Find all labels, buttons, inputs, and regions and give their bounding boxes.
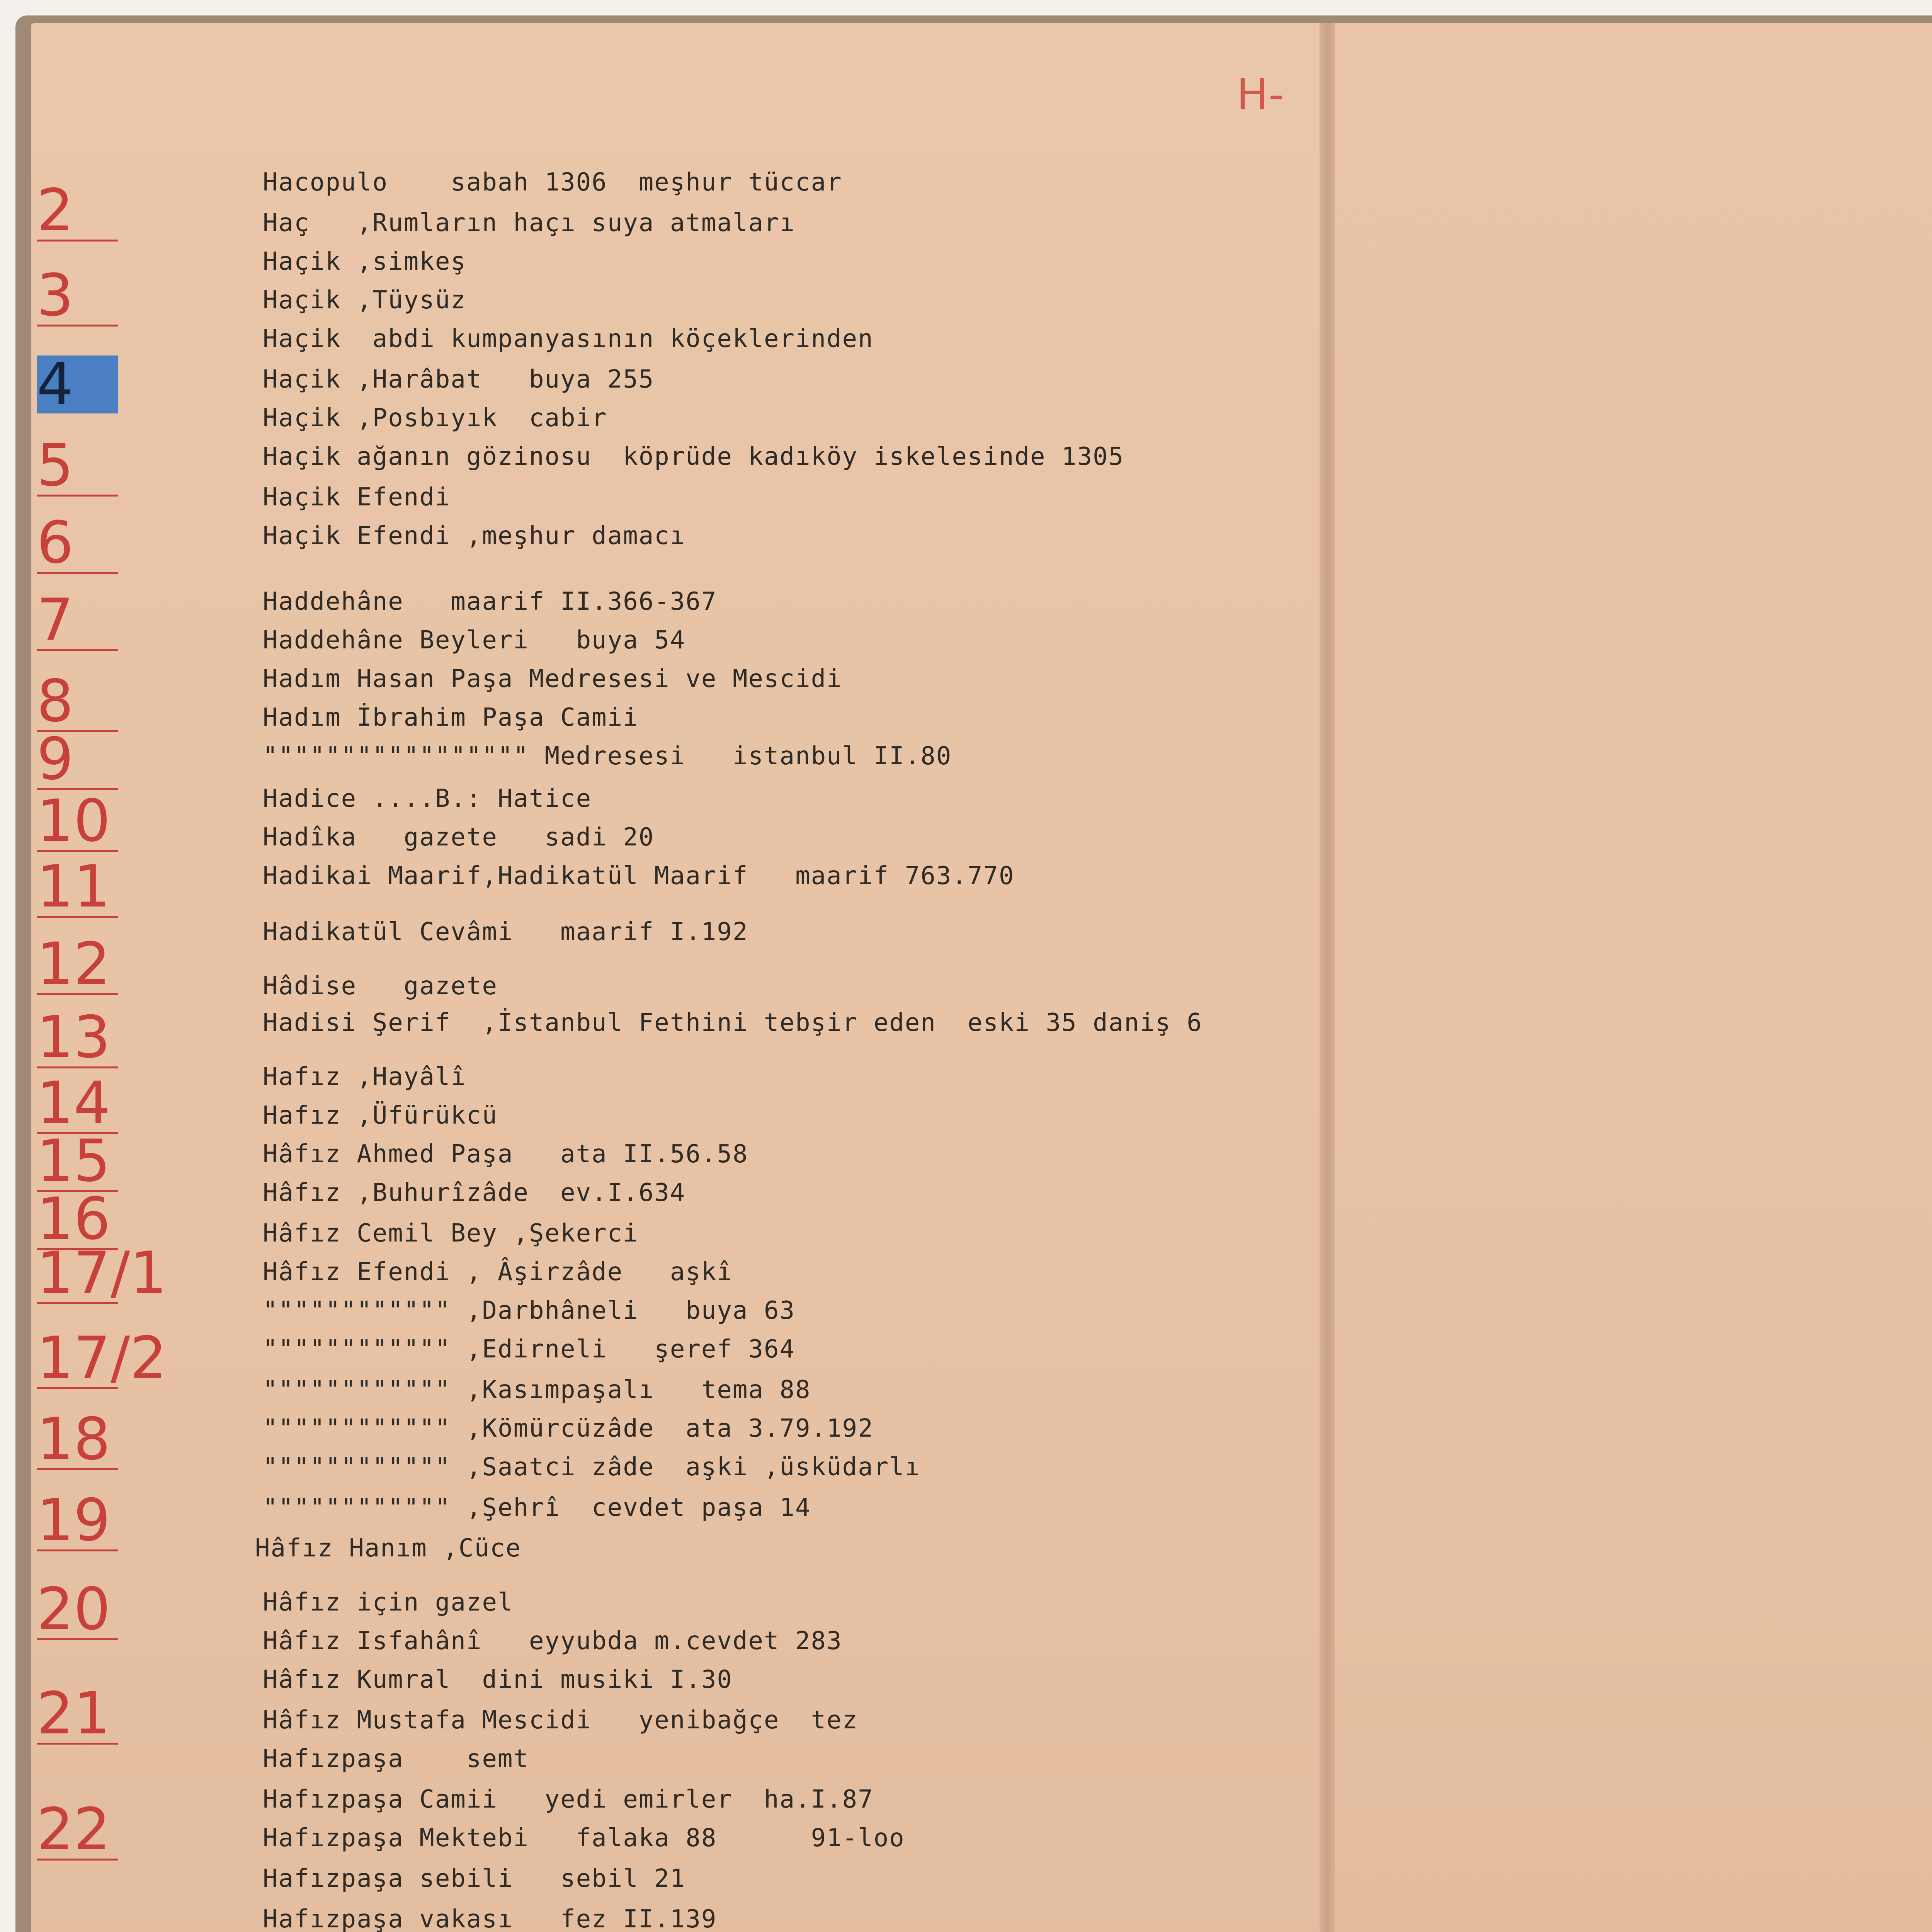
- entry-26: Hâfız Cemil Bey ,Şekerci: [263, 1219, 639, 1248]
- entry-22: Hafız ,Hayâlî: [263, 1063, 466, 1091]
- entry-36: Hâfız Isfahânî eyyubda m.cevdet 283: [263, 1627, 842, 1655]
- entry-42: Hafızpaşa sebili sebil 21: [263, 1864, 686, 1893]
- entry-17: Hadîka gazete sadi 20: [263, 823, 655, 852]
- entry-19: Hadikatül Cevâmi maarif I.192: [263, 918, 748, 946]
- entry-23: Hafız ,Üfürükcü: [263, 1101, 498, 1130]
- entry-2: Haç ,Rumların haçı suya atmaları: [263, 209, 796, 237]
- entry-25: Hâfız ,Buhurîzâde ev.I.634: [263, 1179, 686, 1207]
- tab-19[interactable]: 19: [37, 1492, 118, 1551]
- tab-22[interactable]: 22: [37, 1801, 118, 1861]
- tab-9[interactable]: 9: [37, 730, 118, 790]
- entry-41: Hafızpaşa Mektebi falaka 88 91-loo: [263, 1824, 905, 1852]
- entry-40: Hafızpaşa Camii yedi emirler ha.I.87: [263, 1785, 874, 1814]
- tab-17-2[interactable]: 17/2: [37, 1325, 167, 1392]
- right-page: [1329, 23, 1932, 1932]
- entry-33: """""""""""" ,Şehrî cevdet paşa 14: [263, 1493, 811, 1522]
- entry-37: Hâfız Kumral dini musiki I.30: [263, 1665, 733, 1694]
- tab-16[interactable]: 16: [37, 1190, 118, 1250]
- tab-8[interactable]: 8: [37, 672, 118, 732]
- entry-24: Hâfız Ahmed Paşa ata II.56.58: [263, 1140, 748, 1168]
- tab-17-1[interactable]: 17/1: [37, 1240, 167, 1307]
- entry-12: Haddehâne Beyleri buya 54: [263, 626, 686, 655]
- tab-5[interactable]: 5: [37, 437, 118, 497]
- tab-10[interactable]: 10: [37, 792, 118, 852]
- entry-38: Hâfız Mustafa Mescidi yenibağçe tez: [263, 1706, 858, 1735]
- tab-6[interactable]: 6: [37, 514, 118, 574]
- entry-16: Hadice ....B.: Hatice: [263, 784, 592, 813]
- entry-15: """"""""""""""""" Medresesi istanbul II.80: [263, 742, 952, 770]
- tab-7[interactable]: 7: [37, 591, 118, 651]
- entry-14: Hadım İbrahim Paşa Camii: [263, 703, 639, 732]
- entry-5: Haçik abdi kumpanyasının köçeklerinden: [263, 325, 874, 353]
- entry-31: """""""""""" ,Kömürcüzâde ata 3.79.192: [263, 1414, 874, 1443]
- entry-35: Hâfız için gazel: [263, 1588, 514, 1617]
- entry-13: Hadım Hasan Paşa Medresesi ve Mescidi: [263, 665, 842, 693]
- entry-7: Haçik ,Posbıyık cabir: [263, 404, 607, 432]
- entry-39: Hafızpaşa semt: [263, 1745, 529, 1773]
- entry-29: """""""""""" ,Edirneli şeref 364: [263, 1335, 796, 1364]
- tab-14[interactable]: 14: [37, 1074, 118, 1134]
- page-mark: H-: [1236, 70, 1284, 119]
- entry-3: Haçik ,simkeş: [263, 247, 466, 276]
- page-gutter: [1320, 23, 1335, 1932]
- tab-13[interactable]: 13: [37, 1009, 118, 1068]
- entry-1: Hacopulo sabah 1306 meşhur tüccar: [263, 168, 842, 197]
- tab-2[interactable]: 2: [37, 182, 118, 242]
- entry-27: Hâfız Efendi , Âşirzâde aşkî: [263, 1258, 733, 1286]
- entry-21: Hadisi Şerif ,İstanbul Fethini tebşir eden eski 35 daniş 6: [263, 1009, 1202, 1037]
- entry-30: """""""""""" ,Kasımpaşalı tema 88: [263, 1376, 811, 1404]
- tab-15[interactable]: 15: [37, 1132, 118, 1192]
- tab-18[interactable]: 18: [37, 1410, 118, 1470]
- entry-32: """""""""""" ,Saatci zâde aşki ,üsküdarlı: [263, 1453, 921, 1481]
- entry-34: Hâfız Hanım ,Cüce: [255, 1534, 522, 1563]
- entry-10: Haçik Efendi ,meşhur damacı: [263, 522, 686, 550]
- tab-21[interactable]: 21: [37, 1685, 118, 1745]
- entry-9: Haçik Efendi: [263, 483, 451, 512]
- tab-4[interactable]: 4: [37, 355, 118, 413]
- tab-11[interactable]: 11: [37, 858, 118, 918]
- entry-8: Haçik ağanın gözinosu köprüde kadıköy iskelesinde 1305: [263, 442, 1124, 471]
- tab-20[interactable]: 20: [37, 1580, 118, 1640]
- tab-12[interactable]: 12: [37, 935, 118, 995]
- tab-3[interactable]: 3: [37, 267, 118, 327]
- entry-20: Hâdise gazete: [263, 972, 498, 1000]
- entry-18: Hadikai Maarif,Hadikatül Maarif maarif 763.770: [263, 862, 1015, 890]
- entry-28: """""""""""" ,Darbhâneli buya 63: [263, 1296, 796, 1325]
- entry-4: Haçik ,Tüysüz: [263, 286, 466, 315]
- entry-43: Hafızpaşa vakası fez II.139: [263, 1905, 717, 1932]
- entry-11: Haddehâne maarif II.366-367: [263, 587, 717, 616]
- entry-6: Haçik ,Harâbat buya 255: [263, 365, 655, 394]
